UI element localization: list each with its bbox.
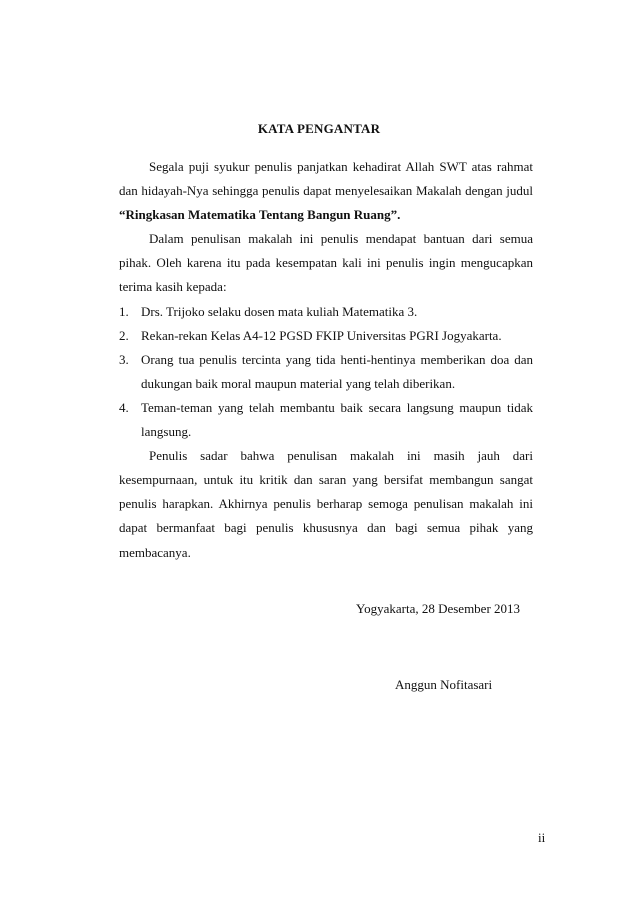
list-number: 1. [119,303,129,319]
list-text: Teman-teman yang telah membantu baik secara langsung maupun tidak langsung. [141,399,533,440]
list-item [119,300,533,324]
paragraph-intro-text: Segala puji syukur penulis panjatkan kehadirat Allah SWT atas rahmat dan hidayah-Nya sehingga penulis dapat menyelesaikan Makalah dengan judul [119,159,533,199]
list-number: 3. [119,351,129,367]
list-number: 2. [119,327,129,343]
thanks-list [119,300,533,445]
page-title: KATA PENGANTAR [257,121,381,136]
list-text: Orang tua penulis tercinta yang tida henti-hentinya memberikan doa dan dukungan baik moral maupun material yang telah diberikan. [141,351,533,391]
paragraph-closing: Penulis sadar bahwa penulisan makalah ini masih jauh dari kesempurnaan, untuk itu kritik dan saran yang bersifat membangun sangat penulis harapkan. Akhirnya penulis berharap semoga penulisan makalah ini dapat bermanfaat bagi penulis khususnya dan bagi semua pihak yang membacanya. [119,448,533,560]
list-item [119,396,533,444]
author-name: Anggun Nofitasari [395,677,493,692]
paragraph-thanks: Dalam penulisan makalah ini penulis mendapat bantuan dari semua pihak. Oleh karena itu pada kesempatan kali ini penulis ingin mengucapkan terima kasih kepada: [119,231,533,295]
document-body [119,155,533,565]
paper-title-quote: “Ringkasan Matematika Tentang Bangun Ruang”. [119,207,401,223]
list-number: 4. [119,399,129,415]
place-date: Yogyakarta, 28 Desember 2013 [356,601,521,616]
paragraph-intro [119,155,533,227]
page-number: ii [538,830,546,845]
list-text: Rekan-rekan Kelas A4-12 PGSD FKIP Universitas PGRI Jogyakarta. [141,327,502,343]
list-item [119,348,533,396]
list-text: Drs. Trijoko selaku dosen mata kuliah Matematika 3. [141,303,418,319]
list-item [119,324,533,348]
